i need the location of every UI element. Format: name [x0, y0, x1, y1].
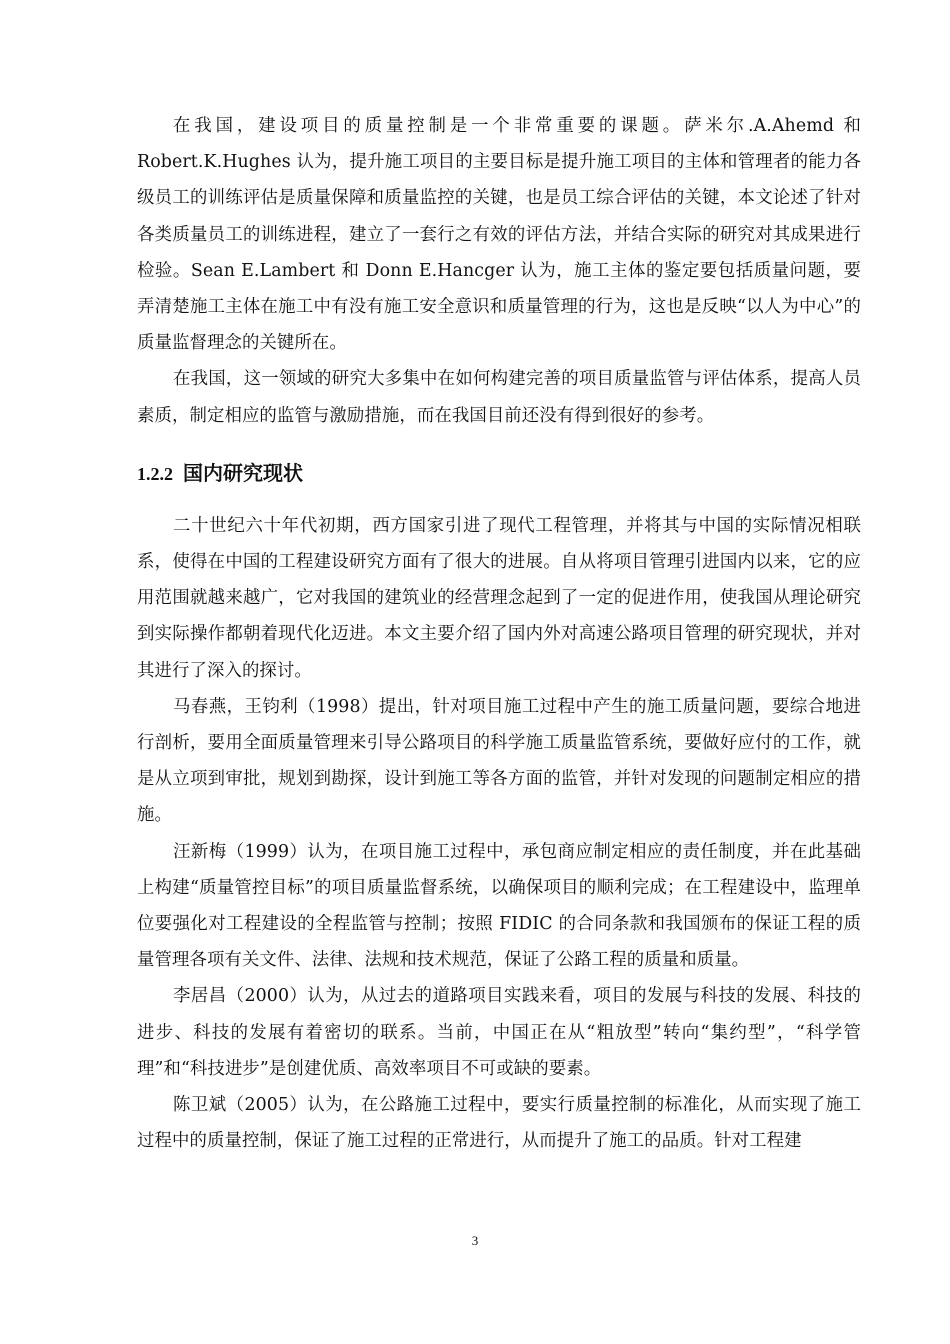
section-number: 1.2.2: [137, 463, 173, 484]
paragraph-wang-1999: 汪新梅（1999）认为，在项目施工过程中，承包商应制定相应的责任制度，并在此基础上构建“质量管控目标”的项目质量监督系统，以确保项目的顺利完成；在工程建设中，监理单位要强化对工程建设的全程监管与控制；按照 FIDIC 的合同条款和我国颁布的保证工程的质量管理各项有关文件、法律、法规和技术规范，保证了公路工程的质量和质量。: [137, 841, 861, 971]
page-content: [137, 108, 861, 1159]
section-title: 国内研究现状: [183, 460, 303, 485]
section-heading: [137, 459, 861, 488]
paragraph-chen-2005: 陈卫斌（2005）认为，在公路施工过程中，要实行质量控制的标准化，从而实现了施工过程中的质量控制，保证了施工过程的正常进行，从而提升了施工的品质。针对工程建: [137, 1095, 861, 1152]
paragraph-ma-wang-1998: 马春燕，王钧利（1998）提出，针对项目施工过程中产生的施工质量问题，要综合地进行剖析，要用全面质量管理来引导公路项目的科学施工质量监管系统，要做好应付的工作，就是从立项到审批，规划到勘探，设计到施工等各方面的监管，并针对发现的问题制定相应的措施。: [137, 696, 861, 826]
paragraph-domestic-intro: 二十世纪六十年代初期，西方国家引进了现代工程管理，并将其与中国的实际情况相联系，使得在中国的工程建设研究方面有了很大的进展。自从将项目管理引进国内以来，它的应用范围就越来越广，它对我国的建筑业的经营理念起到了一定的促进作用，使我国从理论研究到实际操作都朝着现代化迈进。本文主要介绍了国内外对高速公路项目管理的研究现状，并对其进行了深入的探讨。: [137, 515, 861, 681]
page-number: 3: [471, 1233, 479, 1248]
paragraph-research-abroad-2: 在我国，这一领域的研究大多集中在如何构建完善的项目质量监管与评估体系，提高人员素质，制定相应的监管与激励措施，而在我国目前还没有得到很好的参考。: [137, 369, 861, 426]
paragraph-li-2000: 李居昌（2000）认为，从过去的道路项目实践来看，项目的发展与科技的发展、科技的进步、科技的发展有着密切的联系。当前，中国正在从“粗放型”转向“集约型”，“科学管理”和“科技进步”是创建优质、高效率项目不可或缺的要素。: [137, 986, 861, 1079]
paragraph-research-abroad-1: 在我国，建设项目的质量控制是一个非常重要的课题。萨米尔.A.Ahemd 和Robert.K.Hughes 认为，提升施工项目的主要目标是提升施工项目的主体和管理者的能力各级员工的训练评估是质量保障和质量监控的关键，也是员工综合评估的关键，本文论述了针对各类质量员工的训练进程，建立了一套行之有效的评估方法，并结合实际的研究对其成果进行检验。Sean E.Lambert 和 Donn E.Hancger 认为，施工主体的鉴定要包括质量问题，要弄清楚施工主体在施工中有没有施工安全意识和质量管理的行为，这也是反映“以人为中心”的质量监督理念的关键所在。: [137, 116, 861, 354]
